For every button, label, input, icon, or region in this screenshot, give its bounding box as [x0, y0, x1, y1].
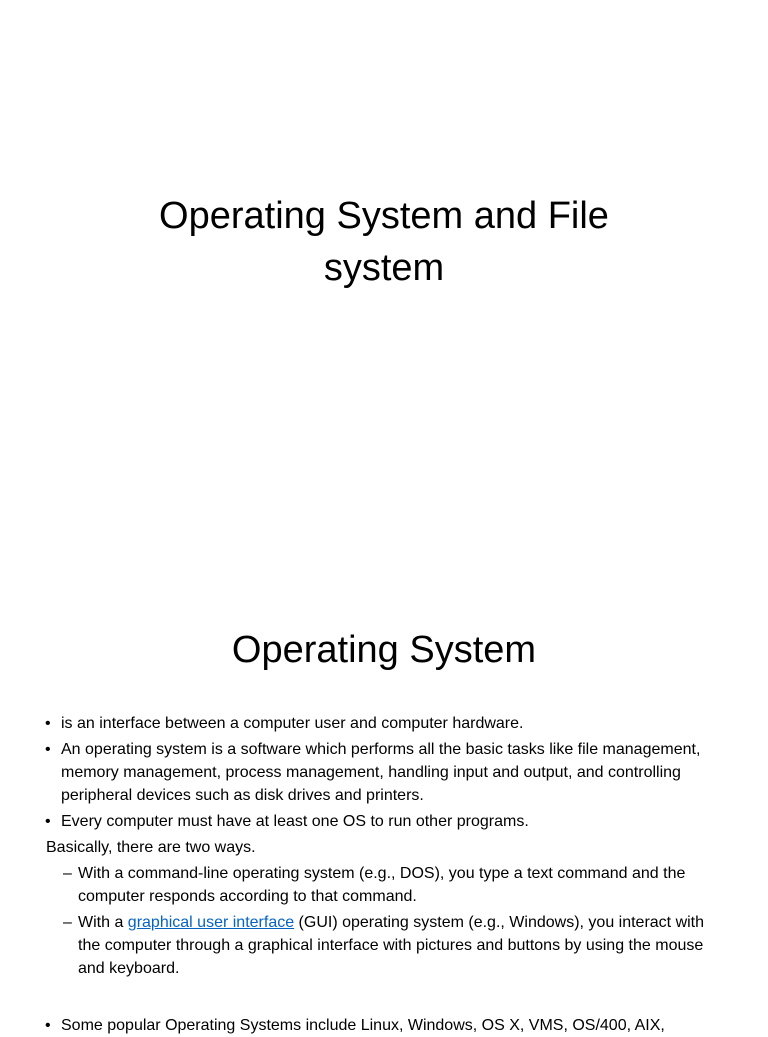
bullet-item [0, 712, 768, 735]
slide-title-line-2: system [323, 247, 445, 289]
bullet-marker: • [45, 813, 51, 830]
sub-item-suffix: (GUI) operating system (e.g., Windows), you interact with the computer through a graphical interface with pictures and buttons by using the mouse and keyboard. [78, 914, 705, 977]
sub-item-prefix: With a [78, 914, 128, 931]
gui-link[interactable]: graphical user interface [127, 914, 295, 931]
sub-item-text: With a command-line operating system (e.g., DOS), you type a text command and the computer responds according to that command. [78, 865, 686, 905]
dash-marker: – [63, 865, 72, 882]
dash-marker: – [63, 914, 72, 931]
slide-body [0, 712, 768, 983]
bullet-item-cut-off [0, 1014, 768, 1037]
bullet-text: Every computer must have at least one OS to run other programs. [61, 813, 529, 830]
bullet-marker: • [45, 741, 51, 758]
sub-item [0, 911, 768, 980]
bullet-marker: • [45, 715, 51, 732]
intro-line: Basically, there are two ways. [46, 839, 256, 856]
slide-title [100, 190, 668, 294]
section-title: Operating System [231, 629, 537, 671]
bullet-item [0, 738, 768, 807]
bullet-text: is an interface between a computer user and computer hardware. [61, 715, 524, 732]
bullet-item [0, 810, 768, 833]
bullet-marker: • [45, 1017, 51, 1034]
sub-item [0, 862, 768, 908]
bullet-text: Some popular Operating Systems include Linux, Windows, OS X, VMS, OS/400, AIX, [61, 1017, 665, 1034]
bullet-text: An operating system is a software which performs all the basic tasks like file management, memory management, process management, handling input and output, and controlling peripheral devices such as disk drives and printers. [61, 741, 701, 804]
slide-title-line-1: Operating System and File [159, 195, 609, 237]
